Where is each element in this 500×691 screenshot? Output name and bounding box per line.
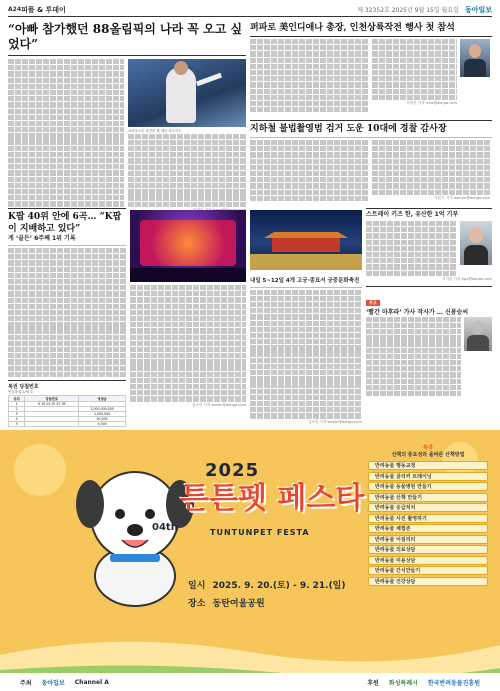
banner-date-row — [188, 578, 346, 591]
lotto-title: 복권 당첨번호 — [8, 384, 39, 391]
byline-kpop: 김소민 기자 somin@donga.com — [191, 402, 246, 407]
banner-date: 2025. 9. 20.(토) - 9. 21.(일) — [212, 581, 346, 591]
table-cell: 2 — [9, 406, 25, 411]
table-row — [9, 421, 126, 426]
banner-year: 2025 — [205, 460, 260, 481]
menu-item: 반려동물 사진 촬영하기 — [368, 514, 488, 523]
headline-palace: 내일 5~12일 4개 고궁·종묘서 궁중문화축전 — [250, 277, 360, 284]
table-cell: 5 — [9, 421, 25, 426]
headline-subway: 지하철 불법촬영범 검거 도운 10대에 경찰 감사장 — [250, 124, 447, 134]
byline-subway: 지민구 기자 warum@donga.com — [434, 195, 490, 200]
photo-obit — [464, 317, 492, 351]
headline-straykids: 스트레이 키즈 한, 유산한 1억 기부 — [366, 211, 459, 218]
banner-side-panel — [368, 444, 488, 587]
banner-side-label: 특강 — [423, 445, 433, 451]
lotto-table — [8, 395, 126, 427]
photo-palace — [250, 210, 362, 270]
article-kpop — [8, 208, 126, 430]
page-number: A24 — [8, 6, 21, 13]
lotto-box — [8, 380, 126, 427]
lotto-round: 연금복권 2/제 호 — [8, 390, 34, 395]
article-palace — [250, 208, 362, 430]
photo-indiana-president — [460, 39, 490, 77]
banner-edition: 04th — [152, 522, 178, 533]
menu-item: 반려동물 미용상담 — [368, 556, 488, 565]
article-indiana — [250, 22, 492, 118]
article-radukanu — [8, 22, 246, 206]
photo-concert — [130, 210, 246, 282]
banner-title: 튼튼펫 페스타 — [180, 481, 365, 516]
festival-banner — [0, 430, 500, 691]
banner-date-label: 일시 — [188, 581, 206, 591]
host-logo: 동아일보 — [41, 679, 65, 687]
issue-date: 제 32352호 2025년 9월 15일 월요일 — [357, 7, 459, 14]
sponsor-logo-1: 화성특례시 — [388, 679, 418, 687]
banner-footer — [0, 673, 500, 691]
banner-place-row — [188, 596, 265, 609]
photo-radukanu — [128, 59, 246, 127]
banner-place: 동탄여울공원 — [212, 599, 265, 609]
article-straykids — [366, 208, 492, 430]
headline-kpop: K팝 40위 안에 6곡… “K팝이 지배하고 있다” — [8, 212, 122, 234]
table-cell — [25, 421, 79, 426]
menu-item: 반려동물 간식만들기 — [368, 566, 488, 575]
table-cell: 4 — [9, 416, 25, 421]
obituary — [366, 289, 492, 397]
table-cell: 9 19 24 35 37 38 — [25, 401, 79, 406]
menu-item: 반려동물 동물병원 만들기 — [368, 482, 488, 491]
article-kpop-cont — [130, 208, 246, 430]
byline-straykids: 사지원 기자 4g1@donga.com — [441, 276, 492, 281]
table-cell: 2,000,000,000 — [79, 406, 126, 411]
menu-item: 반려동물 어질리티 — [368, 535, 488, 544]
sponsor-label: 후원 — [367, 679, 379, 687]
obit-label: 부고 — [366, 300, 380, 306]
headline-indiana: 퍼파로 美인디애나 총장, 인천상륙작전 행사 첫 참석 — [250, 23, 455, 33]
headline-obit: ‘빨간 마후라’ 가사 작사가 … 신봉승씨 — [366, 308, 469, 316]
lotto-header: 당첨금 — [79, 395, 126, 401]
menu-item: 반려동물 클리커 트레이닝 — [368, 472, 488, 481]
section-title: 피플 & 투데이 — [21, 5, 66, 14]
sponsor-logo-2: 한국반려동물진흥원 — [427, 679, 480, 687]
table-cell: 50,000 — [79, 416, 126, 421]
channel-logo: Channel A — [74, 678, 109, 686]
lotto-header: 등위 — [9, 395, 25, 401]
subhead-kpop: 게 ‘골든’ 6주째 1위 기록 — [8, 235, 76, 242]
banner-place-label: 장소 — [188, 599, 206, 609]
menu-item: 반려동물 체험존 — [368, 524, 488, 533]
menu-item: 반려동물 의료상담 — [368, 545, 488, 554]
table-cell: 1,500,000 — [79, 411, 126, 416]
table-cell: 1 — [9, 401, 25, 406]
byline-palace: 김소민 기자 somin@donga.com — [307, 419, 362, 424]
table-cell: 5,000 — [79, 421, 126, 426]
table-cell: 3 — [9, 411, 25, 416]
lotto-header: 당첨번호 — [25, 395, 79, 401]
article-subway — [250, 120, 492, 206]
menu-item: 반려동물 산책 만들기 — [368, 493, 488, 502]
headline-radukanu: “아빠 참가했던 88올림픽의 나라 꼭 오고 싶었다” — [8, 22, 243, 51]
banner-english: TUNTUNPET FESTA — [210, 528, 310, 537]
brand-logo: 동아일보 — [464, 5, 492, 14]
byline-indiana: 조종준 기자 jcho@donga.com — [406, 100, 457, 105]
photo-straykids-han — [460, 221, 492, 265]
menu-item: 반려동물 행동교정 — [368, 461, 488, 470]
menu-item: 반려동물 응급처치 — [368, 503, 488, 512]
menu-item: 반려동물 건강상담 — [368, 577, 488, 586]
banner-side-title: 산책의 중요성과 올바른 산책방법 — [391, 452, 465, 458]
photo-caption-radukanu: 코리아오픈 출전한 英 에마 라두카누 — [128, 129, 182, 133]
host-label: 주최 — [20, 679, 32, 687]
page-header — [8, 3, 492, 17]
